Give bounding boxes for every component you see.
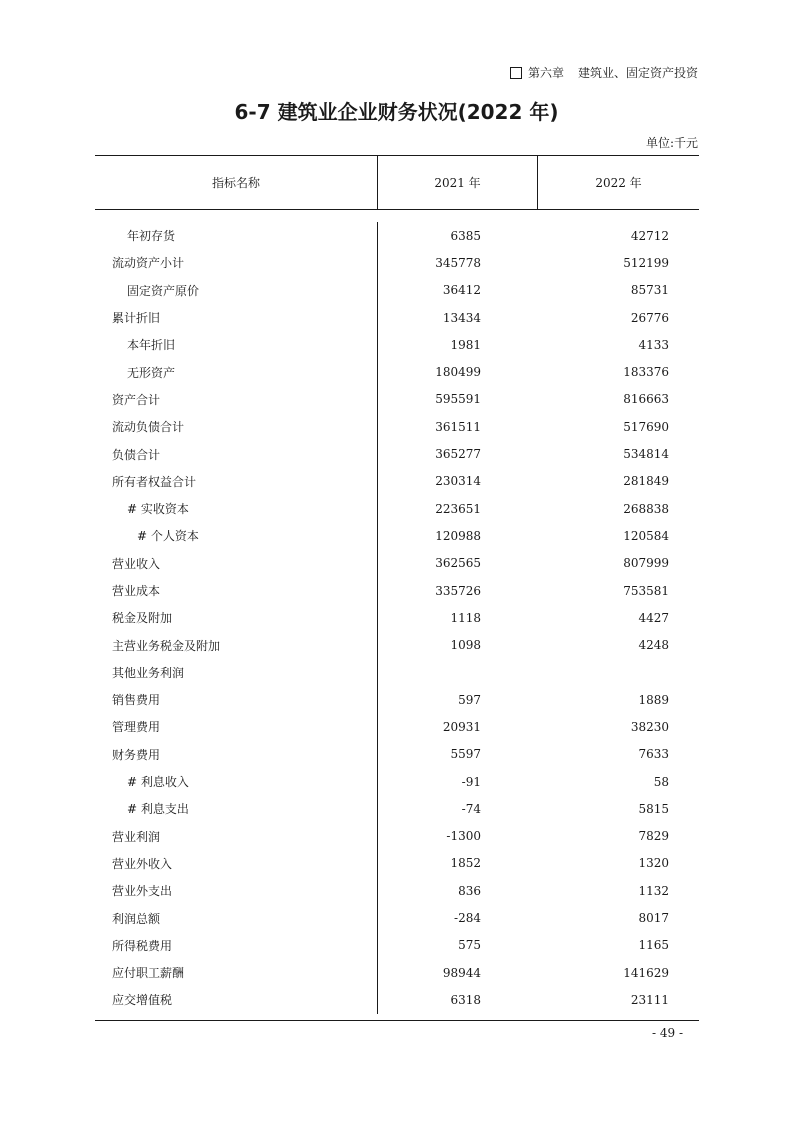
row-label: 固定资产原价 [127,283,200,298]
value-2021: 5597 [377,741,537,768]
col-header-2021: 2021 年 [377,156,537,209]
row-label: 年初存货 [127,229,176,244]
table-row [95,686,699,713]
table-row [95,440,699,467]
value-2021: 20931 [377,713,537,740]
row-label: 本年折旧 [127,338,176,353]
value-2022: 4248 [638,638,669,653]
table-row [95,741,699,768]
value-2022: 1132 [638,883,669,898]
row-label: 营业成本 [112,584,161,598]
table-row [95,877,699,904]
row-label: 所有者权益合计 [112,474,197,489]
value-2021: 6385 [377,222,537,249]
value-2022: 38230 [630,719,669,734]
value-2022: 753581 [623,583,669,598]
section-label: 建筑业、固定资产投资 [577,66,698,80]
value-2021: 1118 [377,604,537,631]
table-header [95,156,699,210]
value-2021: 223651 [377,495,537,522]
value-2021: 6318 [377,986,537,1013]
table-row [95,631,699,658]
value-2022: 8017 [638,911,669,926]
value-2022 [537,659,699,686]
value-2021: 98944 [377,959,537,986]
value-2021: -91 [377,768,537,795]
table-row [95,795,699,822]
value-2022: 1165 [638,938,669,953]
table-row [95,522,699,549]
value-2022: 1320 [638,856,669,871]
table-row [95,550,699,577]
row-label: 营业收入 [112,556,161,571]
value-2021: 362565 [377,550,537,577]
table-row [95,249,699,276]
table-row [95,495,699,522]
value-2022: 512199 [623,255,669,270]
col-header-2022: 2022 年 [537,156,699,209]
row-label: 财务费用 [112,747,161,762]
value-2022: 7829 [638,829,669,844]
row-label: 累计折旧 [112,311,161,326]
row-label: 流动负债合计 [112,420,185,435]
table-row [95,386,699,413]
row-label: 主营业务税金及附加 [112,638,221,653]
value-2022: 4427 [638,610,669,625]
value-2021: -284 [377,904,537,931]
value-2022: 42712 [630,228,669,243]
table-row [95,713,699,740]
value-2021: 345778 [377,249,537,276]
value-2021: 836 [377,877,537,904]
value-2021: 13434 [377,304,537,331]
value-2022: 58 [653,774,669,789]
table-row [95,986,699,1013]
value-2022: 85731 [630,283,669,298]
table-row [95,577,699,604]
value-2022: 183376 [623,365,669,380]
table-row [95,413,699,440]
value-2022: 268838 [623,501,669,516]
value-2021: 36412 [377,277,537,304]
row-label: # 个人资本 [137,529,199,544]
row-label: 销售费用 [112,693,161,708]
value-2021: 335726 [377,577,537,604]
value-2022: 1889 [638,692,669,707]
square-icon [510,67,522,79]
value-2021: 365277 [377,440,537,467]
unit-label: 单位:千元 [645,136,698,150]
row-label: # 利息收入 [127,775,189,790]
row-label: 其他业务利润 [112,665,185,680]
value-2022: 7633 [638,747,669,762]
row-label: 应付职工薪酬 [112,966,185,981]
table-row [95,904,699,931]
value-2021: 230314 [377,468,537,495]
table-row [95,604,699,631]
row-label: 负债合计 [112,447,161,462]
value-2021: 575 [377,932,537,959]
row-label: 无形资产 [127,365,176,380]
table-row [95,823,699,850]
value-2022: 120584 [623,528,669,543]
value-2021: -74 [377,795,537,822]
value-2021: -1300 [377,823,537,850]
chapter-label: 第六章 [527,66,564,80]
table-row [95,659,699,686]
row-label: 营业外收入 [112,856,173,871]
table-row [95,468,699,495]
value-2022: 517690 [623,419,669,434]
row-label: 税金及附加 [112,611,173,626]
value-2021: 361511 [377,413,537,440]
row-label: 利润总额 [112,911,161,926]
value-2021: 180499 [377,358,537,385]
value-2021: 1852 [377,850,537,877]
value-2021 [377,659,537,686]
row-label: 管理费用 [112,720,161,735]
row-label: # 实收资本 [127,502,189,517]
row-label: 流动资产小计 [112,256,185,271]
finance-table [95,155,699,1021]
value-2022: 4133 [638,337,669,352]
table-row [95,932,699,959]
running-header [510,64,698,81]
value-2021: 1981 [377,331,537,358]
row-label: 资产合计 [112,392,161,407]
value-2022: 26776 [630,310,669,325]
table-row [95,850,699,877]
row-label: # 利息支出 [127,802,189,817]
table-row [95,959,699,986]
row-label: 所得税费用 [112,938,173,953]
value-2022: 807999 [623,556,669,571]
value-2021: 120988 [377,522,537,549]
page-number: - 49 - [651,1026,683,1040]
col-header-name: 指标名称 [211,176,260,190]
value-2022: 141629 [623,965,669,980]
value-2022: 534814 [623,447,669,462]
table-row [95,277,699,304]
value-2021: 1098 [377,631,537,658]
value-2022: 23111 [630,992,669,1007]
table-row [95,768,699,795]
page-title: 6-7 建筑业企业财务状况(2022 年) [234,100,559,124]
row-label: 营业利润 [112,829,161,844]
value-2022: 5815 [638,801,669,816]
value-2022: 816663 [623,392,669,407]
table-row [95,222,699,249]
value-2021: 597 [377,686,537,713]
row-label: 营业外支出 [112,884,173,899]
table-row [95,304,699,331]
table-body [95,210,699,1020]
value-2022: 281849 [623,474,669,489]
table-row [95,358,699,385]
value-2021: 595591 [377,386,537,413]
row-label: 应交增值税 [112,993,173,1008]
table-row [95,331,699,358]
